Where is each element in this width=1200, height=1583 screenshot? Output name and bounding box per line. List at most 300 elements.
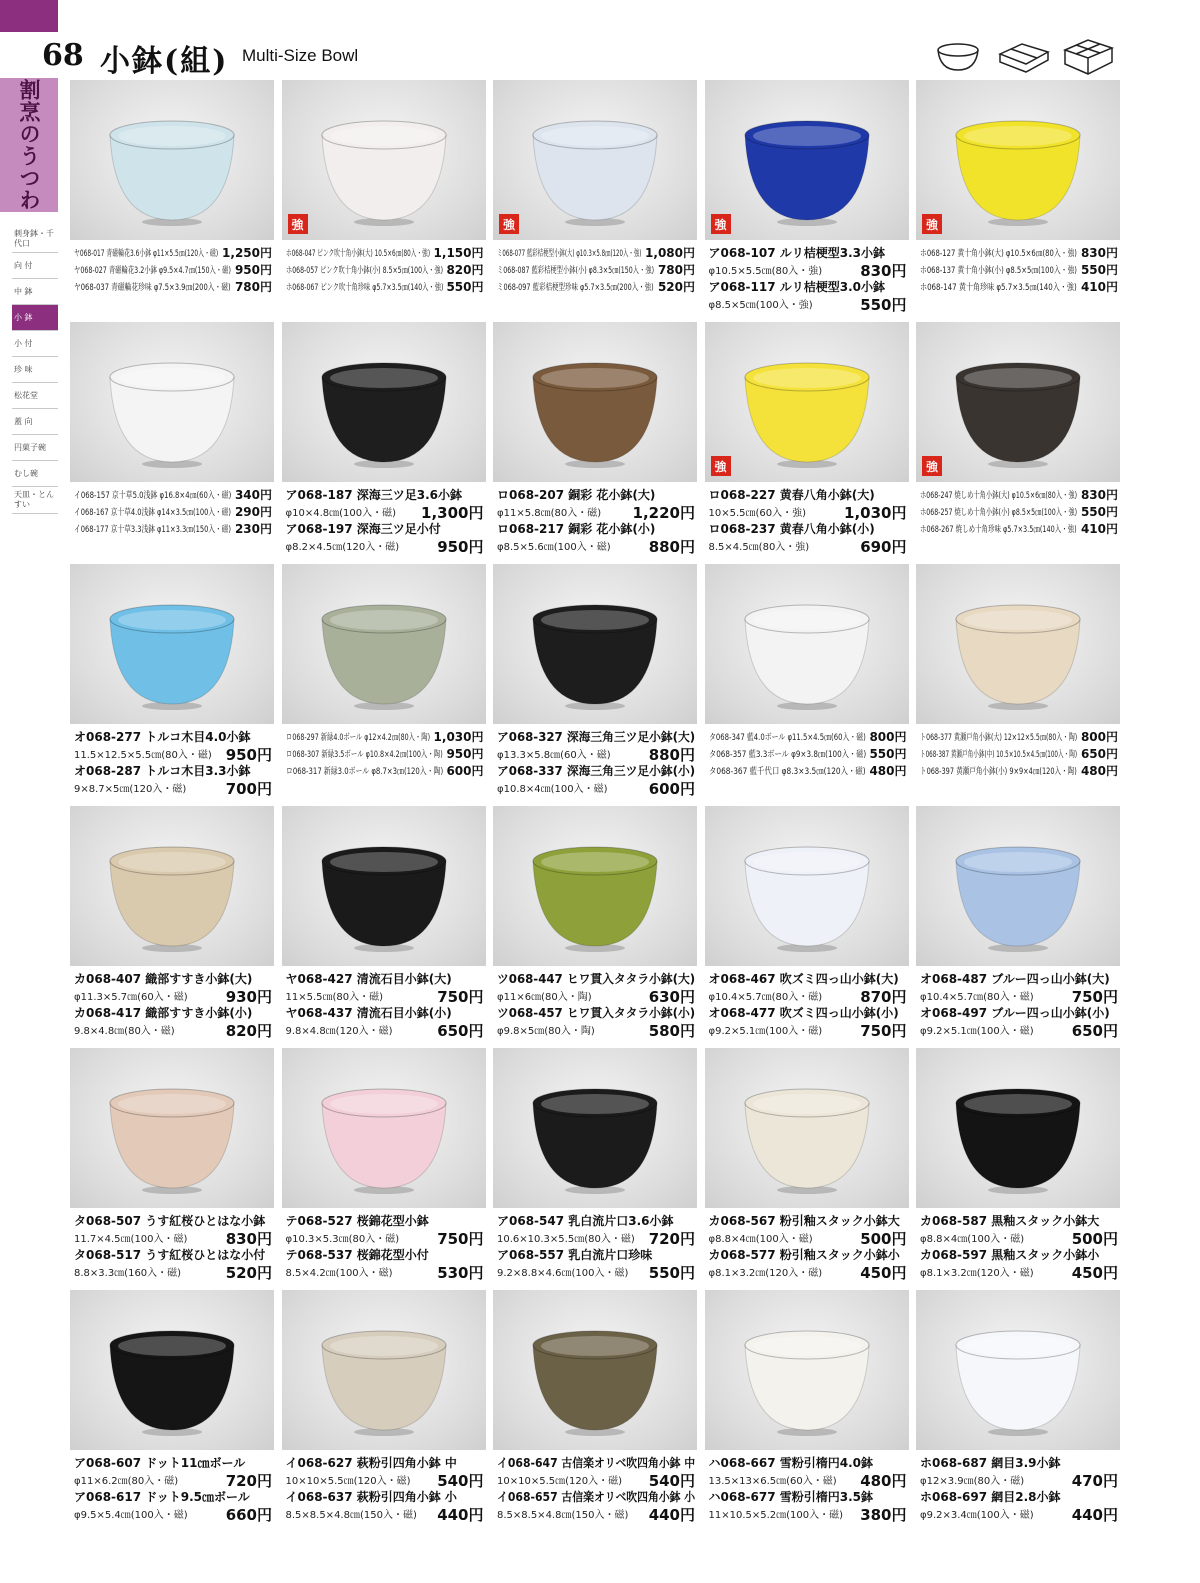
product-card[interactable] bbox=[493, 322, 697, 562]
product-line bbox=[497, 486, 695, 503]
product-line bbox=[286, 244, 484, 261]
product-price: 530円 bbox=[437, 1264, 484, 1282]
product-line bbox=[497, 728, 695, 745]
product-photo bbox=[705, 806, 909, 966]
product-price: 470円 bbox=[1071, 1472, 1118, 1490]
product-price: 820円 bbox=[446, 263, 484, 277]
product-name: ハ068-667 雪粉引楕円4.0鉢 bbox=[708, 1456, 874, 1470]
product-price: 830円 bbox=[860, 262, 907, 280]
product-line bbox=[286, 1454, 484, 1471]
product-line bbox=[74, 486, 272, 503]
bowl-icon bbox=[916, 806, 1120, 966]
product-price: 880円 bbox=[648, 746, 695, 764]
product-price: 800円 bbox=[1080, 730, 1118, 744]
product-card[interactable] bbox=[493, 1048, 697, 1288]
product-line bbox=[286, 1471, 484, 1488]
product-spec: 9.2×8.8×4.6㎝(100入・磁) bbox=[497, 1268, 629, 1279]
product-info bbox=[920, 728, 1118, 779]
product-price: 580円 bbox=[648, 1022, 695, 1040]
product-entry: ホ068-147 黄十角珍味 φ5.7×3.5㎝(140入・強) bbox=[920, 283, 1077, 293]
sidebar-item-10[interactable]: 天皿・とんすい bbox=[12, 487, 58, 514]
product-name: イ068-647 古信楽オリベ吹四角小鉢 中 bbox=[497, 1456, 696, 1470]
product-line bbox=[286, 278, 484, 295]
product-spec: φ11×5.8㎝(80入・磁) bbox=[497, 508, 602, 519]
product-name: イ068-657 古信楽オリベ吹四角小鉢 小 bbox=[497, 1490, 696, 1504]
product-name: ホ068-697 網目2.8小鉢 bbox=[920, 1490, 1061, 1504]
product-name: カ068-567 粉引釉スタック小鉢大 bbox=[708, 1214, 900, 1228]
product-price: 450円 bbox=[860, 1264, 907, 1282]
product-entry: ホ068-127 黄十角小鉢(大) φ10.5×6㎝(80入・強) bbox=[920, 249, 1077, 259]
product-name: ハ068-677 雪粉引楕円3.5鉢 bbox=[708, 1490, 874, 1504]
bowl-icon bbox=[282, 1290, 486, 1450]
sidebar-nav bbox=[12, 226, 58, 514]
product-price: 550円 bbox=[1080, 263, 1118, 277]
product-photo bbox=[282, 564, 486, 724]
bowl-icon bbox=[282, 322, 486, 482]
product-spec: φ9.2×3.4㎝(100入・磁) bbox=[920, 1510, 1034, 1521]
product-line bbox=[286, 1004, 484, 1021]
product-price: 540円 bbox=[648, 1472, 695, 1490]
sidebar-item-2[interactable]: 中 鉢 bbox=[12, 279, 58, 305]
product-card[interactable] bbox=[282, 806, 486, 1046]
product-line bbox=[286, 1263, 484, 1280]
product-line bbox=[497, 779, 695, 796]
product-price: 820円 bbox=[225, 1022, 272, 1040]
strong-badge: 強 bbox=[922, 214, 942, 234]
product-photo bbox=[705, 1048, 909, 1208]
product-photo bbox=[70, 1290, 274, 1450]
product-photo bbox=[916, 806, 1120, 966]
product-name: イ068-627 萩粉引四角小鉢 中 bbox=[285, 1456, 457, 1470]
product-name: ア068-107 ルリ桔梗型3.3小鉢 bbox=[708, 246, 886, 260]
product-spec: φ11.3×5.7㎝(60入・磁) bbox=[74, 992, 188, 1003]
product-spec: 9.8×4.8㎝(80入・磁) bbox=[74, 1026, 175, 1037]
product-card[interactable] bbox=[70, 564, 274, 804]
product-info bbox=[74, 728, 272, 796]
product-card[interactable] bbox=[705, 1048, 909, 1288]
product-card[interactable] bbox=[705, 322, 909, 562]
product-price: 450円 bbox=[1071, 1264, 1118, 1282]
product-info bbox=[286, 1212, 484, 1280]
product-line bbox=[286, 987, 484, 1004]
product-photo bbox=[705, 1290, 909, 1450]
product-name: ア068-607 ドット11㎝ボール bbox=[74, 1456, 246, 1470]
product-spec: 11.7×4.5㎝(100入・磁) bbox=[74, 1234, 188, 1245]
product-price: 660円 bbox=[225, 1506, 272, 1524]
product-card[interactable] bbox=[916, 806, 1120, 1046]
product-entry: ホ068-137 黄十角小鉢(小) φ8.5×5㎝(100入・強) bbox=[920, 266, 1077, 276]
product-spec: 8.5×8.5×4.8㎝(150入・磁) bbox=[285, 1510, 417, 1521]
product-photo bbox=[916, 1048, 1120, 1208]
product-price: 830円 bbox=[1080, 246, 1118, 260]
product-entry: ホ068-047 ピンク吹十角小鉢(大) 10.5×6㎝(80入・強) bbox=[285, 249, 430, 259]
product-card[interactable] bbox=[70, 806, 274, 1046]
product-info bbox=[497, 1212, 695, 1280]
sidebar-item-6[interactable]: 松花堂 bbox=[12, 383, 58, 409]
product-photo bbox=[705, 564, 909, 724]
product-spec: φ10.4×5.7㎝(80入・磁) bbox=[920, 992, 1034, 1003]
product-name: ア068-547 乳白流片口3.6小鉢 bbox=[497, 1214, 674, 1228]
strong-badge: 強 bbox=[711, 214, 731, 234]
product-spec: φ8.5×5㎝(100入・強) bbox=[708, 300, 813, 311]
page-subtitle: Multi-Size Bowl bbox=[242, 46, 359, 65]
product-price: 480円 bbox=[860, 1472, 907, 1490]
product-line bbox=[920, 1471, 1118, 1488]
product-line bbox=[920, 1505, 1118, 1522]
product-price: 1,080円 bbox=[645, 246, 695, 260]
product-price: 950円 bbox=[225, 746, 272, 764]
product-spec: φ10.3×5.3㎝(80入・磁) bbox=[285, 1234, 400, 1245]
product-name: ホ068-687 網目3.9小鉢 bbox=[920, 1456, 1061, 1470]
product-spec: 11×5.5㎝(80入・磁) bbox=[285, 992, 384, 1003]
product-spec: φ9.2×5.1㎝(100入・磁) bbox=[708, 1026, 823, 1037]
bowl-icon bbox=[493, 322, 697, 482]
product-name: ア068-187 深海三ツ足3.6小鉢 bbox=[285, 488, 463, 502]
product-entry: ホ068-057 ピンク吹十角小鉢(小) 8.5×5㎝(100入・強) bbox=[285, 266, 443, 276]
product-price: 750円 bbox=[860, 1022, 907, 1040]
product-spec: φ9.5×5.4㎝(100入・磁) bbox=[74, 1510, 188, 1521]
product-line bbox=[497, 745, 695, 762]
product-card[interactable] bbox=[493, 564, 697, 804]
product-photo bbox=[705, 322, 909, 482]
product-price: 440円 bbox=[648, 1506, 695, 1524]
product-spec: φ8.1×3.2㎝(120入・磁) bbox=[920, 1268, 1034, 1279]
product-name: ツ068-447 ヒワ貫入タタラ小鉢(大) bbox=[497, 972, 696, 986]
product-line bbox=[497, 970, 695, 987]
product-info bbox=[497, 728, 695, 796]
product-price: 520円 bbox=[657, 280, 695, 294]
product-line bbox=[709, 1246, 907, 1263]
product-info bbox=[497, 486, 695, 554]
product-spec: 8.8×3.3㎝(160入・磁) bbox=[74, 1268, 182, 1279]
product-line bbox=[497, 987, 695, 1004]
product-photo bbox=[493, 806, 697, 966]
product-line bbox=[74, 1212, 272, 1229]
product-line bbox=[74, 762, 272, 779]
product-photo bbox=[70, 1048, 274, 1208]
product-name: ア068-117 ルリ桔梗型3.0小鉢 bbox=[708, 280, 886, 294]
product-entry: ミ068-087 藍彩桔梗型小鉢(小) φ8.3×5㎝(150入・強) bbox=[497, 266, 655, 276]
product-line bbox=[920, 520, 1118, 537]
product-spec: 8.5×8.5×4.8㎝(150入・磁) bbox=[497, 1510, 629, 1521]
product-line bbox=[920, 1229, 1118, 1246]
product-price: 950円 bbox=[446, 747, 484, 761]
product-entry: タ068-367 藍千代口 φ8.3×3.5㎝(120入・磁) bbox=[708, 767, 866, 777]
product-price: 700円 bbox=[225, 780, 272, 798]
product-info bbox=[286, 244, 484, 295]
product-name: オ068-497 ブルー四っ山小鉢(小) bbox=[920, 1006, 1110, 1020]
product-name: ア068-617 ドット9.5㎝ボール bbox=[74, 1490, 250, 1504]
square-box-icon bbox=[1065, 40, 1112, 74]
product-entry: ト068-397 黄瀬戸角小鉢(小) 9×9×4㎝(120入・陶) bbox=[920, 767, 1077, 777]
product-price: 480円 bbox=[869, 764, 907, 778]
product-photo bbox=[282, 806, 486, 966]
product-line bbox=[286, 970, 484, 987]
product-line bbox=[74, 261, 272, 278]
product-price: 650円 bbox=[1080, 747, 1118, 761]
product-name: ツ068-457 ヒワ貫入タタラ小鉢(小) bbox=[497, 1006, 696, 1020]
product-info bbox=[709, 486, 907, 554]
product-spec: 9.8×4.8㎝(120入・磁) bbox=[285, 1026, 393, 1037]
page-title: 小鉢(組) bbox=[100, 44, 229, 79]
product-card[interactable] bbox=[916, 80, 1120, 320]
product-price: 830円 bbox=[225, 1230, 272, 1248]
product-entry: ヤ068-037 青磁輪花珍味 φ7.5×3.9㎝(200入・磁) bbox=[74, 283, 231, 293]
product-info bbox=[74, 970, 272, 1038]
product-price: 1,030円 bbox=[844, 504, 907, 522]
product-photo bbox=[70, 564, 274, 724]
product-line bbox=[709, 1212, 907, 1229]
product-price: 690円 bbox=[860, 538, 907, 556]
product-card[interactable] bbox=[705, 564, 909, 804]
product-card[interactable] bbox=[705, 806, 909, 1046]
product-line bbox=[286, 1021, 484, 1038]
product-price: 780円 bbox=[234, 280, 272, 294]
product-line bbox=[74, 1004, 272, 1021]
product-info bbox=[709, 1454, 907, 1522]
bowl-icon bbox=[493, 80, 697, 240]
product-line bbox=[286, 745, 484, 762]
product-spec: φ8.5×5.6㎝(100入・磁) bbox=[497, 542, 611, 553]
product-spec: φ9.2×5.1㎝(100入・磁) bbox=[920, 1026, 1034, 1037]
product-price: 540円 bbox=[437, 1472, 484, 1490]
product-line bbox=[709, 537, 907, 554]
product-price: 550円 bbox=[860, 296, 907, 314]
product-photo bbox=[70, 806, 274, 966]
product-card[interactable] bbox=[282, 80, 486, 320]
product-line bbox=[74, 779, 272, 796]
product-price: 440円 bbox=[437, 1506, 484, 1524]
product-price: 600円 bbox=[648, 780, 695, 798]
product-spec: φ8.2×4.5㎝(120入・磁) bbox=[285, 542, 400, 553]
product-line bbox=[497, 1505, 695, 1522]
sidebar-item-3[interactable]: 小 鉢 bbox=[12, 305, 58, 331]
product-line bbox=[497, 1246, 695, 1263]
product-line bbox=[286, 728, 484, 745]
product-photo bbox=[493, 322, 697, 482]
sidebar-item-5[interactable]: 珍 味 bbox=[12, 357, 58, 383]
sidebar-item-0[interactable]: 刺身鉢・千代口 bbox=[12, 226, 58, 253]
product-price: 520円 bbox=[225, 1264, 272, 1282]
bowl-icon bbox=[916, 1290, 1120, 1450]
product-name: ロ068-217 銅彩 花小鉢(小) bbox=[497, 522, 656, 536]
product-name: カ068-407 織部すすき小鉢(大) bbox=[74, 972, 253, 986]
product-card[interactable] bbox=[493, 80, 697, 320]
product-price: 500円 bbox=[860, 1230, 907, 1248]
product-line bbox=[497, 762, 695, 779]
product-name: ア068-337 深海三角三ツ足小鉢(小) bbox=[497, 764, 696, 778]
product-info bbox=[709, 1212, 907, 1280]
product-info bbox=[920, 486, 1118, 537]
product-line bbox=[497, 1229, 695, 1246]
product-entry: ホ068-257 焼しめ十角小鉢(小) φ8.5×5㎝(100入・強) bbox=[920, 508, 1078, 518]
product-price: 550円 bbox=[869, 747, 907, 761]
product-price: 750円 bbox=[1071, 988, 1118, 1006]
product-line bbox=[286, 1212, 484, 1229]
product-spec: 13.5×13×6.5㎝(60入・磁) bbox=[708, 1476, 837, 1487]
bowl-icon bbox=[282, 564, 486, 724]
bowl-icon bbox=[916, 1048, 1120, 1208]
product-spec: φ10.8×4㎝(100入・磁) bbox=[497, 784, 608, 795]
product-info bbox=[286, 728, 484, 779]
product-card[interactable] bbox=[493, 806, 697, 1046]
product-info bbox=[74, 1212, 272, 1280]
bowl-icon bbox=[493, 564, 697, 724]
product-line bbox=[709, 486, 907, 503]
product-line bbox=[920, 278, 1118, 295]
product-info bbox=[920, 1454, 1118, 1522]
product-name: ヤ068-427 清流石目小鉢(大) bbox=[285, 972, 452, 986]
product-line bbox=[709, 520, 907, 537]
bowl-icon bbox=[916, 80, 1120, 240]
product-price: 630円 bbox=[648, 988, 695, 1006]
sidebar-item-9[interactable]: むし碗 bbox=[12, 461, 58, 487]
product-photo bbox=[282, 1290, 486, 1450]
divided-plate-icon bbox=[1000, 44, 1048, 72]
bowl-icon bbox=[705, 564, 909, 724]
product-card[interactable] bbox=[70, 80, 274, 320]
product-name: ヤ068-437 清流石目小鉢(小) bbox=[285, 1006, 452, 1020]
product-name: カ068-417 織部すすき小鉢(小) bbox=[74, 1006, 253, 1020]
product-spec: 11.5×12.5×5.5㎝(80入・磁) bbox=[74, 750, 212, 761]
product-line bbox=[709, 1004, 907, 1021]
product-line bbox=[286, 1246, 484, 1263]
sidebar-item-4[interactable]: 小 付 bbox=[12, 331, 58, 357]
product-line bbox=[497, 520, 695, 537]
product-price: 480円 bbox=[1080, 764, 1118, 778]
bowl-icon bbox=[70, 1290, 274, 1450]
product-line bbox=[709, 1021, 907, 1038]
product-line bbox=[286, 1505, 484, 1522]
product-photo bbox=[70, 322, 274, 482]
product-card[interactable] bbox=[282, 322, 486, 562]
product-line bbox=[74, 1471, 272, 1488]
product-name: タ068-507 うす紅桜ひとはな小鉢 bbox=[74, 1214, 266, 1228]
sidebar-item-1[interactable]: 向 付 bbox=[12, 253, 58, 279]
sidebar-item-7[interactable]: 蓋 向 bbox=[12, 409, 58, 435]
product-name: テ068-537 桜錦花型小付 bbox=[285, 1248, 429, 1262]
product-price: 650円 bbox=[1071, 1022, 1118, 1040]
product-card[interactable] bbox=[282, 1290, 486, 1530]
product-line bbox=[497, 537, 695, 554]
sidebar-item-8[interactable]: 円菓子碗 bbox=[12, 435, 58, 461]
page-number: 68 bbox=[42, 38, 84, 73]
product-info bbox=[74, 244, 272, 295]
product-name: オ068-477 吹ズミ四っ山小鉢(小) bbox=[708, 1006, 899, 1020]
product-spec: 8.5×4.2㎝(100入・磁) bbox=[285, 1268, 393, 1279]
product-price: 720円 bbox=[225, 1472, 272, 1490]
product-price: 410円 bbox=[1080, 522, 1118, 536]
product-card[interactable] bbox=[282, 1048, 486, 1288]
product-card[interactable] bbox=[493, 1290, 697, 1530]
product-price: 750円 bbox=[437, 1230, 484, 1248]
product-line bbox=[497, 278, 695, 295]
product-line bbox=[497, 503, 695, 520]
product-info bbox=[709, 244, 907, 312]
product-card[interactable] bbox=[70, 1290, 274, 1530]
product-entry: ヤ068-017 青磁輪花3.6小鉢 φ11×5.5㎝(120入・磁) bbox=[74, 249, 219, 259]
product-line bbox=[286, 261, 484, 278]
product-card[interactable] bbox=[70, 322, 274, 562]
product-line bbox=[74, 728, 272, 745]
bowl-icon bbox=[70, 806, 274, 966]
product-line bbox=[920, 987, 1118, 1004]
product-photo bbox=[493, 1290, 697, 1450]
product-photo bbox=[70, 80, 274, 240]
product-grid bbox=[70, 80, 1122, 1530]
product-price: 950円 bbox=[437, 538, 484, 556]
product-spec: φ10.5×5.5㎝(80入・強) bbox=[708, 266, 823, 277]
product-card[interactable] bbox=[282, 564, 486, 804]
product-price: 830円 bbox=[1080, 488, 1118, 502]
bowl-icon bbox=[493, 1290, 697, 1450]
bowl-icon bbox=[70, 322, 274, 482]
product-line bbox=[74, 244, 272, 261]
product-line bbox=[920, 486, 1118, 503]
product-spec: 9×8.7×5㎝(120入・磁) bbox=[74, 784, 187, 795]
product-spec: 10.6×10.3×5.5㎝(80入・磁) bbox=[497, 1234, 635, 1245]
product-price: 500円 bbox=[1071, 1230, 1118, 1248]
bowl-icon bbox=[705, 1290, 909, 1450]
product-price: 550円 bbox=[1080, 505, 1118, 519]
product-price: 1,030円 bbox=[433, 730, 484, 744]
product-price: 750円 bbox=[437, 988, 484, 1006]
product-spec: 10×10×5.5㎝(120入・磁) bbox=[497, 1476, 622, 1487]
product-entry: ト068-377 黄瀬戸角小鉢(大) 12×12×5.5㎝(80入・陶) bbox=[920, 733, 1078, 743]
product-line bbox=[920, 1212, 1118, 1229]
product-line bbox=[74, 278, 272, 295]
product-line bbox=[709, 1454, 907, 1471]
product-line bbox=[709, 244, 907, 261]
product-card[interactable] bbox=[916, 322, 1120, 562]
product-line bbox=[74, 1505, 272, 1522]
product-line bbox=[497, 1488, 695, 1505]
product-line bbox=[709, 1471, 907, 1488]
product-price: 1,300円 bbox=[421, 504, 484, 522]
product-card[interactable] bbox=[705, 80, 909, 320]
product-line bbox=[74, 987, 272, 1004]
product-entry: イ068-157 京十草5.0浅鉢 φ16.8×4㎝(60入・磁) bbox=[74, 491, 232, 501]
product-spec: φ8.8×4㎝(100入・磁) bbox=[920, 1234, 1025, 1245]
product-photo bbox=[916, 564, 1120, 724]
product-line bbox=[74, 1229, 272, 1246]
product-price: 1,250円 bbox=[222, 246, 272, 260]
product-entry: タ068-357 藍3.3ボール φ9×3.8㎝(100入・磁) bbox=[708, 750, 866, 760]
product-line bbox=[74, 970, 272, 987]
bowl-icon bbox=[916, 322, 1120, 482]
product-photo bbox=[916, 322, 1120, 482]
product-line bbox=[920, 1021, 1118, 1038]
product-entry: ト068-387 黄瀬戸角小鉢(中) 10.5×10.5×4.5㎝(100入・陶) bbox=[920, 750, 1078, 760]
product-line bbox=[920, 1263, 1118, 1280]
product-line bbox=[286, 486, 484, 503]
strong-badge: 強 bbox=[288, 214, 308, 234]
product-entry: ホ068-067 ピンク吹十角珍味 φ5.7×3.5㎝(140入・強) bbox=[285, 283, 443, 293]
product-line bbox=[920, 745, 1118, 762]
product-line bbox=[709, 745, 907, 762]
product-card[interactable] bbox=[70, 1048, 274, 1288]
product-card[interactable] bbox=[916, 1048, 1120, 1288]
bowl-icon bbox=[916, 564, 1120, 724]
product-card[interactable] bbox=[916, 1290, 1120, 1530]
product-card[interactable] bbox=[705, 1290, 909, 1530]
product-price: 410円 bbox=[1080, 280, 1118, 294]
product-card[interactable] bbox=[916, 564, 1120, 804]
product-name: オ068-467 吹ズミ四っ山小鉢(大) bbox=[708, 972, 899, 986]
product-spec: φ10×4.8㎝(100入・磁) bbox=[285, 508, 396, 519]
product-line bbox=[709, 1229, 907, 1246]
product-name: イ068-637 萩粉引四角小鉢 小 bbox=[285, 1490, 457, 1504]
